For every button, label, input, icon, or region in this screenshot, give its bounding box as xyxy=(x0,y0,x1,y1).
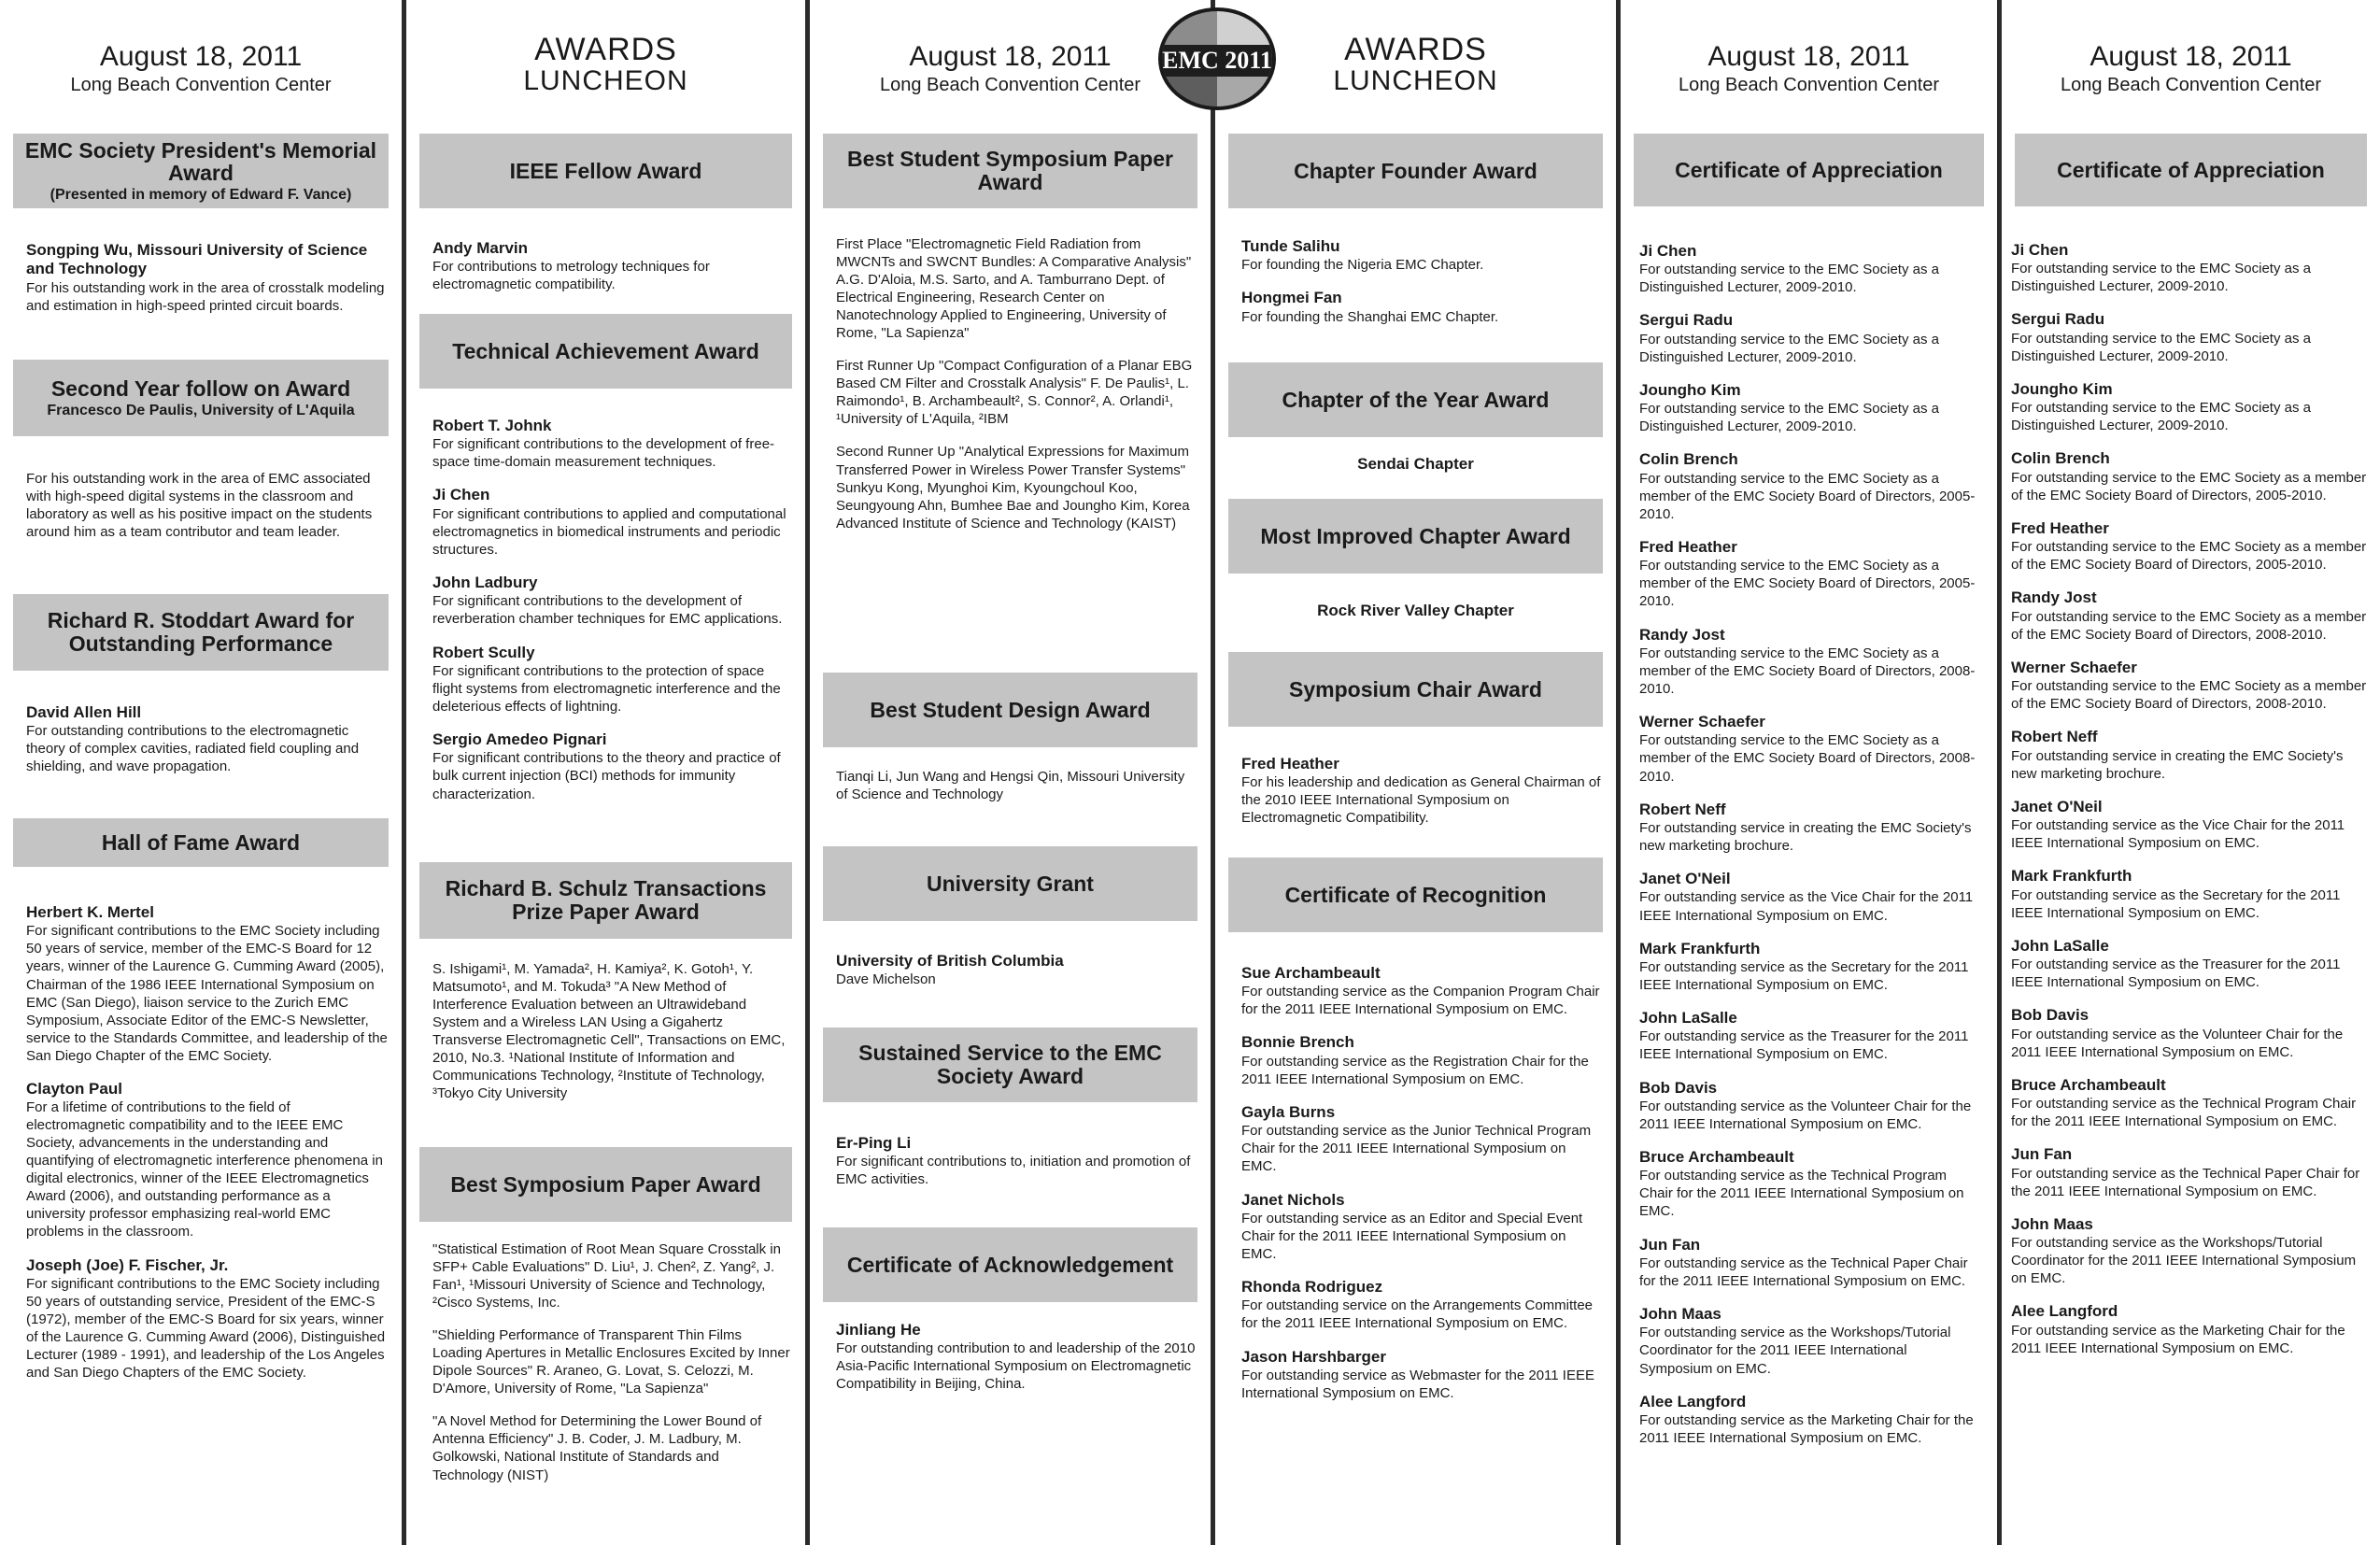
list-item xyxy=(2011,1145,2367,1199)
recipient-name: Jinliang He xyxy=(836,1321,921,1339)
list-item xyxy=(1639,713,1984,786)
list-item xyxy=(1639,1148,1984,1221)
recipient-name: Sergio Amedeo Pignari xyxy=(432,730,607,749)
luncheon-title: LUNCHEON xyxy=(1333,65,1498,96)
list-item xyxy=(432,730,792,803)
event-date: August 18, 2011 xyxy=(1707,41,1910,72)
recipient-name: Robert Neff xyxy=(1639,800,1726,818)
award-description: Tianqi Li, Jun Wang and Hengsi Qin, Missouri University of Science and Technology xyxy=(836,769,1185,803)
list-item xyxy=(1241,1033,1603,1087)
section-header xyxy=(13,134,389,208)
event-date: August 18, 2011 xyxy=(99,41,303,72)
award-description: For outstanding service as Webmaster for the 2011 IEEE International Symposium on EMC. xyxy=(1241,1367,1594,1401)
award-description: For outstanding service as the Secretary for the 2011 IEEE International Symposium on EMC. xyxy=(2011,886,2341,921)
section-title: Certificate of Appreciation xyxy=(1675,157,1943,182)
recipient-name: Fred Heather xyxy=(1241,755,1339,772)
list-item xyxy=(2011,867,2367,921)
section-title: Richard R. Stoddart Award for Outstanding Performance xyxy=(47,608,355,656)
section-title: Best Student Symposium Paper Award xyxy=(847,147,1173,194)
page-header xyxy=(406,0,805,121)
list-item xyxy=(2011,798,2367,852)
column-6 xyxy=(2002,0,2380,1545)
recipient-name: Ji Chen xyxy=(1639,242,1697,260)
section-header xyxy=(1228,134,1603,208)
recipient-name: Bonnie Brench xyxy=(1241,1033,1354,1052)
recipient-name: Bob Davis xyxy=(2011,1006,2090,1025)
award-description: For significant contributions to the EMC Society including 50 years of outstanding service, President of the EMC-S (1972), member of the EMC-S Board for six years, winner of the Laurence G. Cumming Award (2006), Distinguished Lecturer (1989 - 1991), and leadership of the Los Angeles and San Diego Chapters of the EMC Society. xyxy=(26,1275,386,1382)
list-item xyxy=(1241,964,1603,1018)
chapter-name: Sendai Chapter xyxy=(1357,455,1474,473)
section-header xyxy=(419,1147,792,1222)
award-description: For outstanding service to the EMC Society as a member of the EMC Society Board of Directors, 2005-2010. xyxy=(1639,470,1976,522)
award-list xyxy=(432,417,792,803)
list-item xyxy=(1241,1103,1603,1176)
section-title: Certificate of Recognition xyxy=(1284,882,1547,907)
award-description: For his leadership and dedication as General Chairman of the 2010 IEEE International Symposium on Electromagnetic Compatibility. xyxy=(1241,774,1601,827)
recipient-name: Joseph (Joe) F. Fischer, Jr. xyxy=(26,1255,229,1274)
recipient-name: Colin Brench xyxy=(1639,450,1738,469)
award-description: For outstanding service as an Editor and Special Event Chair for the 2011 IEEE International Symposium on EMC. xyxy=(1241,1210,1583,1262)
paper-citation: First Runner Up "Compact Configuration of a Planar EBG Based CM Filter and Crosstalk Analysis" F. De Paulis¹, L. Raimondo¹, B. Archambeault², S. Connor², A. Orlandi¹, ¹University of L'Aquila, ²IBM xyxy=(836,358,1193,428)
award-description: For outstanding service in creating the EMC Society's new marketing brochure. xyxy=(1639,819,1972,855)
award-description: For outstanding service as the Technical Paper Chair for the 2011 IEEE International Symposium on EMC. xyxy=(2011,1165,2360,1199)
award-description: For significant contributions to the theory and practice of bulk current injection (BCI) methods for immunity characterization. xyxy=(432,750,781,802)
list-item xyxy=(1639,801,1984,855)
award-description: For outstanding service to the EMC Society as a member of the EMC Society Board of Directors, 2005-2010. xyxy=(1639,558,1976,610)
list-item xyxy=(432,574,792,628)
award-description: For founding the Nigeria EMC Chapter. xyxy=(1241,257,1484,274)
award-description: For outstanding service as the Vice Chair for the 2011 IEEE International Symposium on EMC. xyxy=(2011,817,2345,852)
recipient-name: Joungho Kim xyxy=(2011,379,2113,398)
event-venue: Long Beach Convention Center xyxy=(70,75,332,95)
list-item xyxy=(1639,1305,1984,1378)
section-subtitle: Francesco De Paulis, University of L'Aquila xyxy=(47,402,355,418)
section-title: Sustained Service to the EMC Society Award xyxy=(858,1041,1162,1088)
list-item xyxy=(2011,937,2367,991)
list-item xyxy=(1241,1278,1603,1332)
award-description: For outstanding service as the Registration Chair for the 2011 IEEE International Symposium on EMC. xyxy=(1241,1053,1589,1087)
award-entry xyxy=(836,952,1197,988)
section-header xyxy=(419,134,792,208)
column-1 xyxy=(0,0,402,1545)
event-date: August 18, 2011 xyxy=(909,41,1112,72)
list-item xyxy=(1639,870,1984,924)
award-description: For outstanding service as the Workshops/Tutorial Coordinator for the 2011 IEEE International Symposium on EMC. xyxy=(1639,1325,1951,1377)
list-item xyxy=(432,644,792,716)
award-list xyxy=(1639,242,1984,1447)
recipient-name: Mark Frankfurth xyxy=(1639,939,1761,957)
award-description: For outstanding service to the EMC Society as a member of the EMC Society Board of Directors, 2008-2010. xyxy=(1639,645,1976,697)
recipient-name: Joungho Kim xyxy=(1639,380,1741,399)
recipient-name: Randy Jost xyxy=(2011,588,2097,607)
list-item xyxy=(1639,1236,1984,1290)
paper-citation: "Shielding Performance of Transparent Thin Films Loading Apertures in Metallic Enclosures Excited by Inner Dipole Sources" R. Araneo, G. Lovat, S. Celozzi, M. D'Amore, University of Rome, "La Sapienza" xyxy=(432,1327,790,1397)
list-item xyxy=(1639,940,1984,994)
paper-citation: "A Novel Method for Determining the Lower Bound of Antenna Efficiency" J. B. Coder, J. M. Ladbury, M. Golkowski, National Institute of Standards and Technology (NIST) xyxy=(432,1413,762,1483)
award-description: For outstanding service to the EMC Society as a member of the EMC Society Board of Directors, 2005-2010. xyxy=(2011,469,2367,503)
award-description: For outstanding service to the EMC Society as a member of the EMC Society Board of Directors, 2008-2010. xyxy=(2011,678,2367,713)
award-description: For outstanding service as the Marketing Chair for the 2011 IEEE International Symposium on EMC. xyxy=(1639,1411,1974,1446)
award-description: For outstanding service as the Workshops/Tutorial Coordinator for the 2011 IEEE International Symposium on EMC. xyxy=(2011,1235,2357,1287)
award-entry xyxy=(432,960,792,1102)
section-title: Symposium Chair Award xyxy=(1289,676,1542,702)
recipient-name: Robert Neff xyxy=(2011,728,2098,746)
award-entry xyxy=(836,1321,1197,1394)
recipient-name: Randy Jost xyxy=(1639,625,1725,644)
paper-citation: First Place "Electromagnetic Field Radiation from MWCNTs and SWCNT Bundles: A Comparative Analysis" A.G. D'Aloia, M.S. Sarto, and A. Tamburrano Dept. of Electrical Engineering, Research Center on Nanotechnology Applied to Engineering, University of Rome, "La Sapienza" xyxy=(836,236,1192,342)
list-item xyxy=(2011,241,2367,295)
award-description: For significant contributions to applied and computational electromagnetics in biomedical instruments and periodic structures. xyxy=(432,505,786,558)
award-list xyxy=(1241,237,1603,326)
recipient-name: Jason Harshbarger xyxy=(1241,1347,1386,1366)
paper-citation: S. Ishigami¹, M. Yamada², H. Kamiya², K. Gotoh¹, Y. Matsumoto¹, and M. Tokuda³ "A New Method of Interference Evaluation between an Ultrawideband System and a Wireless LAN Using a Gigahertz Transverse Electromagnetic Cell", Transactions on EMC, 2010, No.3. ¹National Institute of Information and Communications Technology, ²Institute of Technology, ³Tokyo City University xyxy=(432,961,786,1102)
section-header xyxy=(13,594,389,671)
award-description: For outstanding service as the Technical Paper Chair for the 2011 IEEE International Symposium on EMC. xyxy=(1639,1254,1968,1289)
section-header xyxy=(2015,134,2367,206)
list-item xyxy=(432,486,792,559)
page-header xyxy=(0,0,402,121)
chapter-name: Rock River Valley Chapter xyxy=(1317,602,1514,619)
list-item xyxy=(1639,450,1984,523)
section-subtitle: (Presented in memory of Edward F. Vance) xyxy=(50,187,352,204)
page-header xyxy=(810,0,1211,121)
list-item xyxy=(2011,519,2367,574)
section-header xyxy=(1228,362,1603,437)
list-item xyxy=(2011,659,2367,713)
section-header xyxy=(1634,134,1984,206)
award-description: For outstanding service to the EMC Society as a member of the EMC Society Board of Directors, 2008-2010. xyxy=(1639,732,1976,785)
recipient-name: Ji Chen xyxy=(432,486,490,504)
award-description: For outstanding service to the EMC Society as a Distinguished Lecturer, 2009-2010. xyxy=(1639,331,1939,365)
list-item xyxy=(1241,289,1603,325)
column-2 xyxy=(406,0,805,1545)
section-title: Technical Achievement Award xyxy=(452,338,759,363)
recipient-name: John Ladbury xyxy=(432,574,538,592)
award-description: Dave Michelson xyxy=(836,971,936,988)
recipient-name: Werner Schaefer xyxy=(2011,658,2137,676)
award-description: For outstanding service as the Treasurer for the 2011 IEEE International Symposium on EMC. xyxy=(1639,1028,1969,1063)
award-list xyxy=(26,903,389,1382)
list-item xyxy=(1639,1079,1984,1133)
list-item xyxy=(2011,1302,2367,1356)
recipient-name: Mark Frankfurth xyxy=(2011,867,2132,886)
section-header xyxy=(823,846,1197,921)
award-entry xyxy=(1241,755,1603,828)
list-item xyxy=(1241,1348,1603,1402)
award-description: For outstanding service on the Arrangements Committee for the 2011 IEEE International Symposium on EMC. xyxy=(1241,1297,1594,1332)
recipient-name: Gayla Burns xyxy=(1241,1102,1336,1121)
list-item xyxy=(2011,380,2367,434)
recipient-name: Hongmei Fan xyxy=(1241,289,1342,307)
section-header xyxy=(419,862,792,939)
paper-citation: "Statistical Estimation of Root Mean Square Crosstalk in SFP+ Cable Evaluations" D. Liu¹, J. Chen², Z. Yang², J. Fan¹, ¹Missouri University of Science and Technology, ²Cisco Systems, Inc. xyxy=(432,1241,781,1311)
recipient-name: Herbert K. Mertel xyxy=(26,903,154,921)
recipient-name: Sue Archambeault xyxy=(1241,964,1381,982)
award-description: For outstanding service to the EMC Society as a Distinguished Lecturer, 2009-2010. xyxy=(2011,400,2311,434)
recipient-name: Andy Marvin xyxy=(432,239,529,257)
recipient-name: John Maas xyxy=(1639,1305,1721,1324)
page-header xyxy=(1621,0,1997,121)
award-description: For significant contributions to the development of free-space time-domain measurement techniques. xyxy=(432,436,775,471)
list-item xyxy=(2011,728,2367,782)
recipient-name: Songping Wu, Missouri University of Science and Technology xyxy=(26,241,368,278)
section-header xyxy=(1228,652,1603,727)
section-title: Chapter Founder Award xyxy=(1294,158,1537,183)
award-description: For contributions to metrology techniques for electromagnetic compatibility. xyxy=(432,259,710,293)
event-venue: Long Beach Convention Center xyxy=(1678,75,1940,95)
award-description: For a lifetime of contributions to the field of electromagnetic compatibility and to the IEEE EMC Society, advancements in the understanding and quantifying of electromagnetic interference phenomena in digital electronics, winner of the IEEE Electromagnetics Award (2006), and outstanding performance as a university professor emphasizing real-world EMC problems in the classroom. xyxy=(26,1099,383,1240)
award-description: For outstanding service as the Secretary for the 2011 IEEE International Symposium on EMC. xyxy=(1639,958,1969,993)
section-title: EMC Society President's Memorial Award xyxy=(24,137,377,186)
recipient-name: Sergui Radu xyxy=(2011,310,2105,329)
list-item xyxy=(1639,1393,1984,1447)
award-entry xyxy=(836,1134,1197,1188)
section-title: Hall of Fame Award xyxy=(101,829,301,855)
recipient-name: Bruce Archambeault xyxy=(2011,1075,2166,1094)
event-date: August 18, 2011 xyxy=(2090,41,2292,72)
award-entry xyxy=(26,470,389,541)
award-list xyxy=(2011,241,2367,1357)
award-description: For outstanding service to the EMC Society as a Distinguished Lecturer, 2009-2010. xyxy=(1639,401,1939,435)
list-item xyxy=(2011,588,2367,643)
award-list xyxy=(836,235,1197,532)
recipient-name: Fred Heather xyxy=(2011,518,2109,537)
list-item xyxy=(1639,626,1984,699)
recipient-name: Ji Chen xyxy=(2011,241,2069,259)
section-header xyxy=(823,673,1197,747)
section-title: Second Year follow on Award xyxy=(50,376,351,401)
list-item xyxy=(2011,1076,2367,1130)
section-title: Best Symposium Paper Award xyxy=(450,1171,761,1197)
event-venue: Long Beach Convention Center xyxy=(2060,75,2322,95)
section-header xyxy=(823,1227,1197,1302)
award-description: For outstanding service to the EMC Society as a Distinguished Lecturer, 2009-2010. xyxy=(2011,330,2311,364)
paper-citation: Second Runner Up "Analytical Expressions for Maximum Transferred Power in Wireless Power Transfer Systems" Sunkyu Kong, Myunghoi Kim, Kyoungchoul Koo, Seungyoung Ahn, Bumhee Bae and Joungho Kim, Korea Advanced Institute of Science and Technology (KAIST) xyxy=(836,444,1190,532)
recipient-name: Janet O'Neil xyxy=(1639,870,1731,888)
recipient-name: Janet Nichols xyxy=(1241,1190,1345,1209)
list-item xyxy=(1639,242,1984,296)
award-description: For outstanding service as the Companion Program Chair for the 2011 IEEE International Symposium on EMC. xyxy=(1241,984,1600,1018)
column-3 xyxy=(810,0,1211,1545)
recipient-name: Bruce Archambeault xyxy=(1639,1148,1794,1166)
section-title: Certificate of Acknowledgement xyxy=(846,1252,1174,1277)
recipient-name: David Allen Hill xyxy=(26,703,142,721)
list-item xyxy=(1241,1191,1603,1264)
list-item xyxy=(2011,1006,2367,1060)
list-item xyxy=(1639,311,1984,365)
recipient-name: Werner Schaefer xyxy=(1639,713,1765,731)
recipient-name: Robert T. Johnk xyxy=(432,417,552,434)
list-item xyxy=(1241,237,1603,274)
award-description: For outstanding service in creating the EMC Society's new marketing brochure. xyxy=(2011,747,2344,782)
award-description: For outstanding service as the Volunteer Chair for the 2011 IEEE International Symposium on EMC. xyxy=(2011,1026,2344,1060)
award-description: For significant contributions to the protection of space flight systems from electromagnetic interference and the deleterious effects of lightning. xyxy=(432,662,781,715)
list-item xyxy=(26,1256,389,1382)
list-item xyxy=(26,903,389,1065)
section-header xyxy=(1228,858,1603,932)
recipient-name: Er-Ping Li xyxy=(836,1134,912,1152)
section-header xyxy=(13,360,389,436)
recipient-name: Alee Langford xyxy=(1639,1392,1747,1410)
award-entry xyxy=(26,703,389,776)
award-entry xyxy=(26,241,389,315)
section-title: Best Student Design Award xyxy=(870,697,1151,722)
award-description: For outstanding service as the Junior Technical Program Chair for the 2011 IEEE International Symposium on EMC. xyxy=(1241,1123,1592,1175)
section-header xyxy=(823,134,1197,208)
award-description: For significant contributions to the EMC Society including 50 years of service, member of the EMC-S Board for 12 years, winner of the Laurence G. Cumming Award (2005), Chairman of the 1986 IEEE International Symposium on EMC (San Diego), liaison service to the Zurich EMC Symposium, Associate Editor of the EMC-S Newsletter, service to the Standards Committee, and leadership of the San Diego Chapter of the EMC Society. xyxy=(26,923,388,1064)
award-description: For significant contributions to the development of reverberation chamber techniques for EMC applications. xyxy=(432,593,783,628)
page-header xyxy=(2002,0,2380,121)
list-item xyxy=(2011,449,2367,503)
recipient-name: Alee Langford xyxy=(2011,1302,2118,1321)
award-description: For outstanding service as the Vice Chair for the 2011 IEEE International Symposium on EMC. xyxy=(1639,889,1974,924)
section-header xyxy=(1228,499,1603,574)
list-item xyxy=(1639,381,1984,435)
recipient-name: Fred Heather xyxy=(1639,537,1737,556)
recipient-name: Jun Fan xyxy=(1639,1235,1701,1254)
recipient-name: Robert Scully xyxy=(432,643,535,661)
award-list xyxy=(432,1240,792,1484)
award-description: For outstanding service to the EMC Society as a Distinguished Lecturer, 2009-2010. xyxy=(2011,261,2311,295)
award-description: For outstanding service as the Treasurer for the 2011 IEEE International Symposium on EMC. xyxy=(2011,957,2341,991)
recipient-name: Tunde Salihu xyxy=(1241,237,1340,255)
column-5 xyxy=(1621,0,1997,1545)
section-header xyxy=(419,314,792,389)
section-header xyxy=(13,818,389,867)
recipient-name: Colin Brench xyxy=(2011,449,2110,468)
section-title: Chapter of the Year Award xyxy=(1282,387,1550,412)
recipient-name: Janet O'Neil xyxy=(2011,797,2103,815)
recipient-name: Sergui Radu xyxy=(1639,311,1734,330)
section-header xyxy=(823,1028,1197,1102)
recipient-name: University of British Columbia xyxy=(836,952,1064,970)
award-entry xyxy=(432,239,792,293)
award-description: For outstanding service as the Marketing Chair for the 2011 IEEE International Symposium on EMC. xyxy=(2011,1322,2345,1356)
award-description: For founding the Shanghai EMC Chapter. xyxy=(1241,308,1499,325)
recipient-name: John LaSalle xyxy=(1639,1009,1737,1028)
page-header xyxy=(1215,0,1616,121)
award-description: For significant contributions to, initiation and promotion of EMC activities. xyxy=(836,1154,1191,1188)
list-item xyxy=(432,417,792,471)
section-title: Most Improved Chapter Award xyxy=(1260,523,1571,548)
award-description: For outstanding service as the Technical Program Chair for the 2011 IEEE International Symposium on EMC. xyxy=(1639,1168,1964,1220)
list-item xyxy=(1639,1009,1984,1063)
award-list xyxy=(1241,964,1603,1402)
luncheon-title: LUNCHEON xyxy=(523,65,688,96)
recipient-name: John LaSalle xyxy=(2011,936,2109,955)
award-description: For his outstanding work in the area of EMC associated with high-speed digital systems in the classroom and laboratory as well as his positive impact on the students around him as a team contributor and team leader. xyxy=(26,471,373,541)
list-item xyxy=(2011,1215,2367,1288)
section-title: Certificate of Appreciation xyxy=(2057,157,2325,182)
award-description: For outstanding service to the EMC Society as a Distinguished Lecturer, 2009-2010. xyxy=(1639,262,1939,296)
recipient-name: Jun Fan xyxy=(2011,1145,2073,1164)
column-4 xyxy=(1215,0,1616,1545)
list-item xyxy=(26,1080,389,1241)
award-description: For outstanding service as the Volunteer Chair for the 2011 IEEE International Symposium on EMC. xyxy=(1639,1098,1972,1132)
award-description: For outstanding contribution to and leadership of the 2010 Asia-Pacific International Symposium on Electromagnetic Compatibility in Beijing, China. xyxy=(836,1340,1196,1393)
award-description: For outstanding service to the EMC Society as a member of the EMC Society Board of Directors, 2005-2010. xyxy=(2011,539,2367,574)
recipient-name: John Maas xyxy=(2011,1214,2093,1233)
award-entry xyxy=(836,768,1197,803)
awards-title: AWARDS xyxy=(534,32,677,67)
awards-title: AWARDS xyxy=(1344,32,1487,67)
list-item xyxy=(2011,310,2367,364)
award-description: For outstanding contributions to the electromagnetic theory of complex cavities, radiated field coupling and shielding, and wave propagation. xyxy=(26,723,360,775)
recipient-name: Clayton Paul xyxy=(26,1079,122,1098)
section-title: IEEE Fellow Award xyxy=(509,158,702,183)
recipient-name: Bob Davis xyxy=(1639,1078,1718,1097)
award-description: For outstanding service as the Technical Program Chair for the 2011 IEEE International Symposium on EMC. xyxy=(2011,1096,2357,1130)
section-title: Richard B. Schulz Transactions Prize Paper Award xyxy=(445,876,767,924)
event-venue: Long Beach Convention Center xyxy=(879,75,1141,95)
recipient-name: Rhonda Rodriguez xyxy=(1241,1278,1383,1297)
award-description: For outstanding service to the EMC Society as a member of the EMC Society Board of Directors, 2008-2010. xyxy=(2011,608,2367,643)
award-description: For his outstanding work in the area of crosstalk modeling and estimation in high-speed printed circuit boards. xyxy=(26,279,385,314)
logo-text: EMC 2011 xyxy=(1158,45,1276,77)
list-item xyxy=(1639,538,1984,611)
section-title: University Grant xyxy=(927,871,1094,896)
